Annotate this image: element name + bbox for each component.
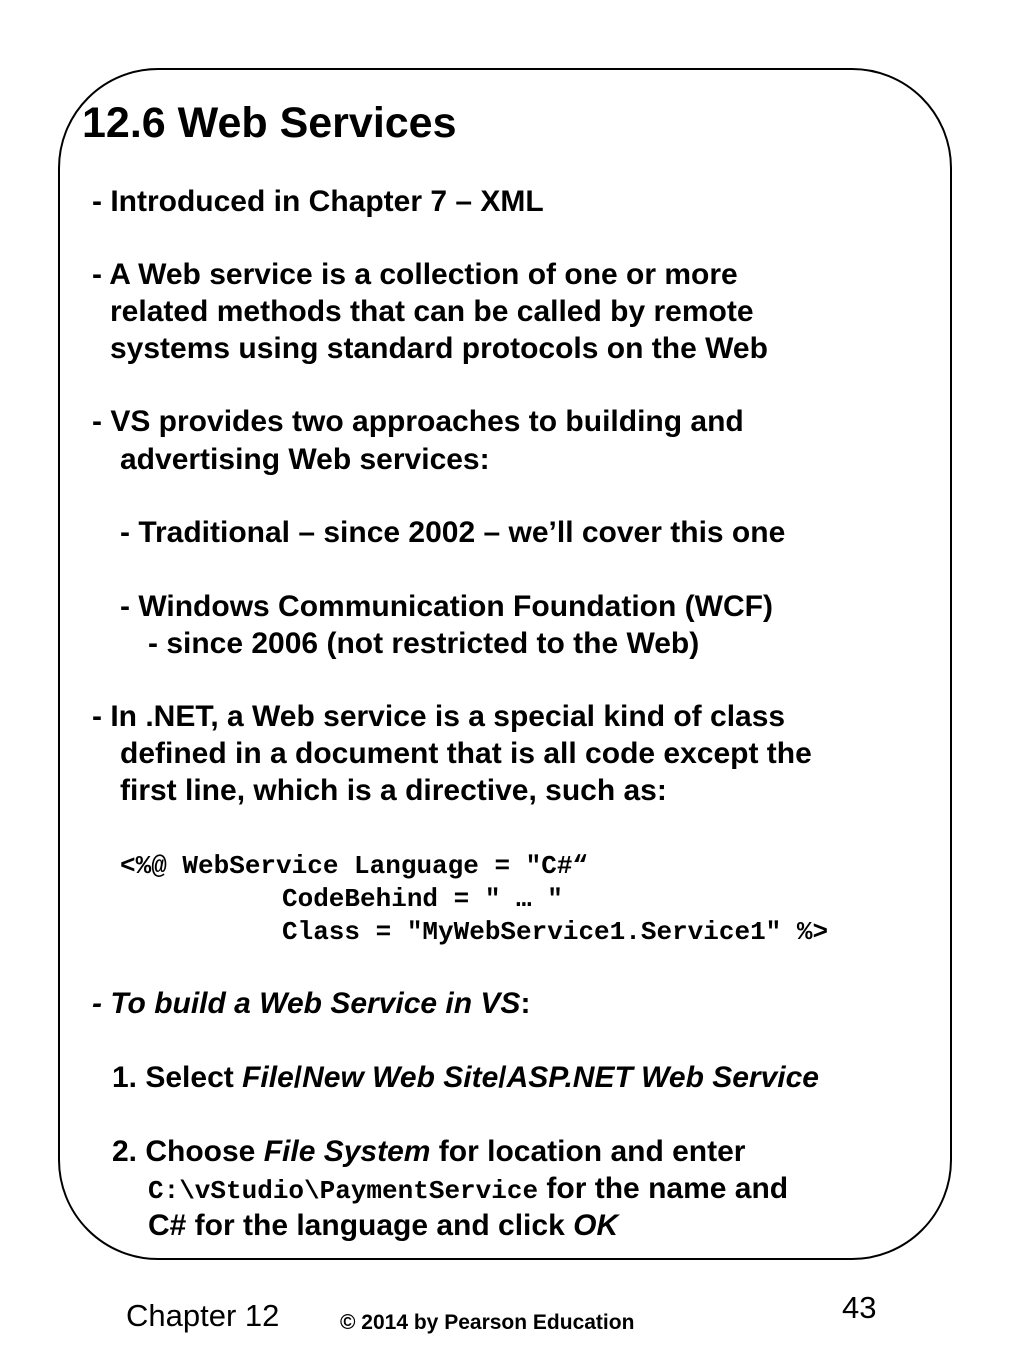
bullet-build-heading bbox=[92, 986, 530, 1022]
slide-title: 12.6 Web Services bbox=[82, 99, 457, 147]
step-1-asp-net-web-service: ASP.NET Web Service bbox=[506, 1061, 819, 1094]
step-2-file-system: File System bbox=[263, 1135, 431, 1168]
bullet-definition-line-1: - A Web service is a collection of one or more bbox=[92, 258, 738, 291]
sub-bullet-traditional: - Traditional – since 2002 – we’ll cover this one bbox=[120, 516, 786, 549]
code-line-3: Class = "MyWebService1.Service1" %> bbox=[282, 917, 829, 947]
footer-chapter: Chapter 12 bbox=[126, 1298, 280, 1333]
bullet-intro: - Introduced in Chapter 7 – XML bbox=[92, 185, 544, 218]
bullet-dotnet-line-1: - In .NET, a Web service is a special kind of class bbox=[92, 700, 786, 733]
sub-bullet-wcf-line-2: - since 2006 (not restricted to the Web) bbox=[148, 627, 700, 660]
sub-bullet-wcf-line-1: - Windows Communication Foundation (WCF) bbox=[120, 590, 773, 623]
bullet-definition-line-3: systems using standard protocols on the Web bbox=[110, 332, 768, 365]
step-1-new-web-site: New Web Site bbox=[302, 1061, 499, 1094]
step-2-language-text: C# for the language and click bbox=[148, 1209, 574, 1242]
step-2-ok: OK bbox=[573, 1209, 619, 1242]
bullet-definition-line-2: related methods that can be called by remote bbox=[110, 295, 754, 328]
step-1-file: File bbox=[242, 1061, 294, 1094]
step-2-line-3 bbox=[148, 1208, 618, 1244]
bullet-dotnet-line-2: defined in a document that is all code except the bbox=[120, 737, 812, 770]
footer-copyright: © 2014 by Pearson Education bbox=[340, 1311, 635, 1334]
step-1-slash-2: / bbox=[498, 1061, 507, 1094]
step-2-rest-2: for the name and bbox=[538, 1172, 789, 1205]
build-heading-colon: : bbox=[520, 987, 531, 1020]
step-2-path: C:\vStudio\PaymentService bbox=[148, 1176, 539, 1206]
code-line-2: CodeBehind = " … " bbox=[282, 884, 563, 914]
step-2-prefix: 2. Choose bbox=[112, 1135, 264, 1168]
bullet-approaches-line-1: - VS provides two approaches to building and bbox=[92, 405, 744, 438]
step-1-slash-1: / bbox=[293, 1061, 303, 1094]
step-2-line-1 bbox=[112, 1134, 745, 1170]
code-line-1: <%@ WebService Language = "C#“ bbox=[120, 851, 589, 881]
step-2-rest: for location and enter bbox=[430, 1135, 746, 1168]
step-1-prefix: 1. Select bbox=[112, 1061, 243, 1094]
footer-page-number: 43 bbox=[842, 1290, 877, 1325]
step-1 bbox=[112, 1060, 819, 1096]
bullet-dotnet-line-3: first line, which is a directive, such as: bbox=[120, 774, 667, 807]
step-2-line-2 bbox=[148, 1171, 788, 1209]
build-heading-italic: - To build a Web Service in VS bbox=[92, 987, 521, 1020]
bullet-approaches-line-2: advertising Web services: bbox=[120, 443, 490, 476]
